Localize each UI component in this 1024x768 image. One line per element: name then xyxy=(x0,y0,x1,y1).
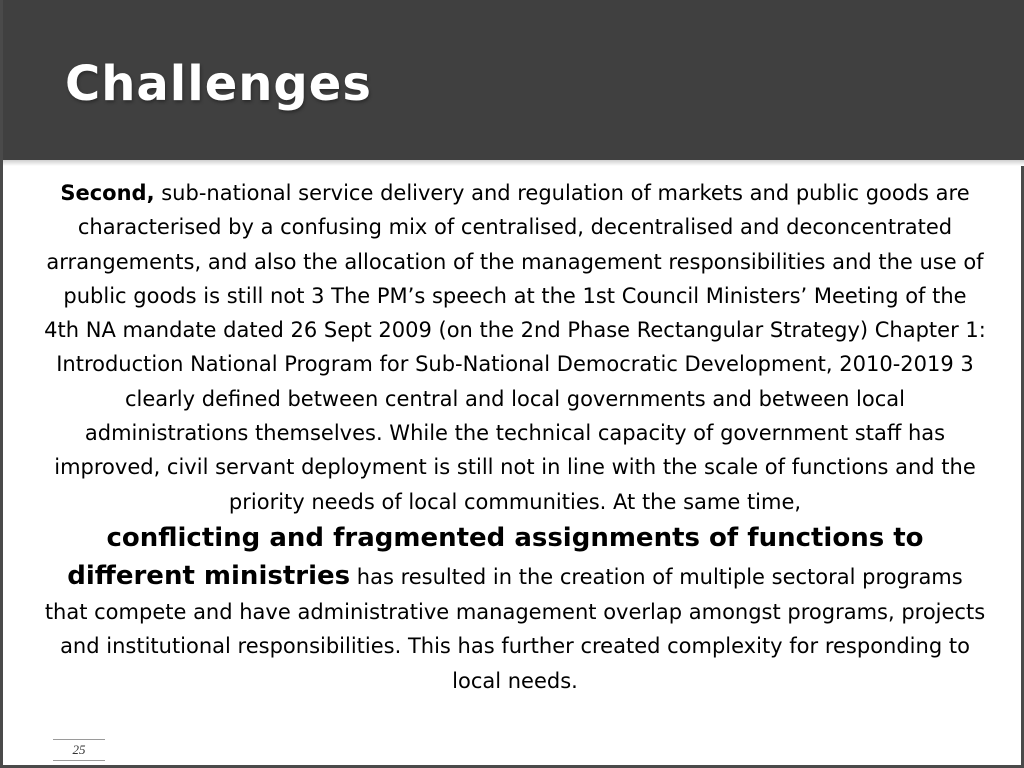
page-number: 25 xyxy=(53,739,105,761)
body-text-part1: sub-national service delivery and regulation of markets and public goods are characterised by a confusing mix of centralised, decentralised and deconcentrated arrangements, and also the allocation of the management responsibilities and the use of public goods is still not 3 The PM’s speech at the 1st Council Ministers’ Meeting of the 4th NA mandate dated 26 Sept 2009 (on the 2nd Phase Rectangular Strategy) Chapter 1: Introduction National Program for Sub-National Democratic Development, 2010-2019 3 clearly defined between central and local governments and between local administrations themselves. While the technical capacity of government staff has improved, civil servant deployment is still not in line with the scale of functions and the priority needs of local communities. At the same time, xyxy=(44,181,986,514)
body-lead: Second, xyxy=(60,181,155,205)
slide-title: Challenges xyxy=(65,56,372,112)
slide-body xyxy=(43,176,987,698)
body-emphasis: conflicting and fragmented assignments of functions to different ministries xyxy=(67,522,924,591)
body-text-part2: has resulted in the creation of multiple sectoral programs that compete and have administrative management overlap amongst programs, projects and institutional responsibilities. This has further created complexity for responding to local needs. xyxy=(44,564,986,693)
title-divider xyxy=(3,160,1024,166)
title-bar xyxy=(3,0,1024,160)
